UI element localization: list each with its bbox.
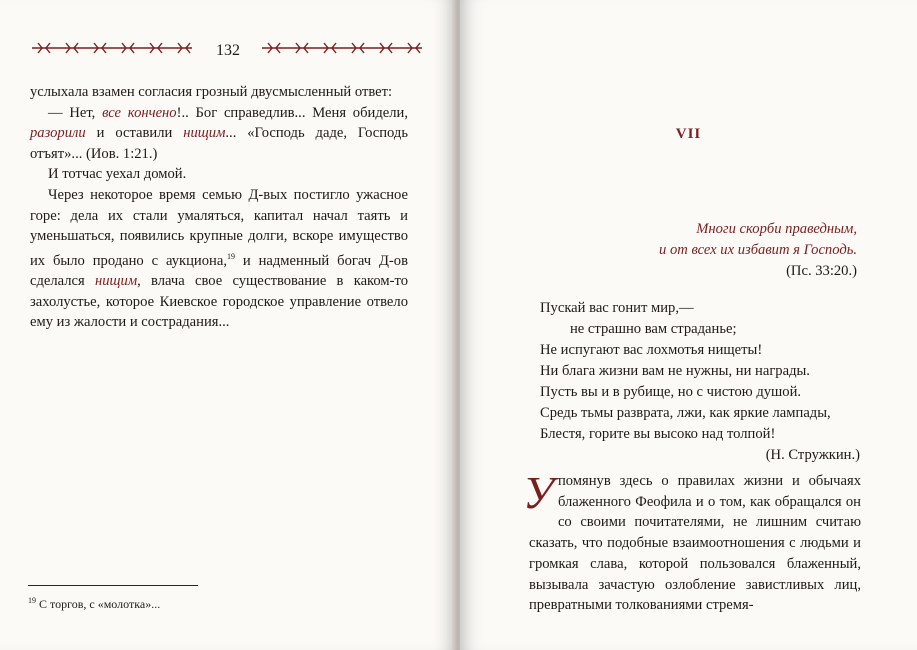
poem-line: Ни блага жизни вам не нужны, ни награды.	[540, 363, 810, 379]
paragraph-3: И тотчас уехал домой.	[48, 166, 187, 183]
poem-line: Пускай вас гонит мир,—	[540, 300, 694, 316]
epigraph-line: Многи скорби праведным,	[696, 221, 857, 237]
chapter-heading: VII	[675, 126, 702, 142]
right-page	[460, 0, 917, 650]
header-ornament-right	[262, 40, 422, 56]
poem-line: Средь тьмы разврата, лжи, как яркие лампады,	[540, 405, 831, 421]
page-number: 132	[216, 42, 240, 59]
paragraph-4: Через некоторое время семью Д-вых постигло ужасное горе: дела их стали умаляться, капитал начал таять и уменьшаться, появились крупные долги, вскоре имущество их было продано с аукциона,$^{19}$ и надменный богач Д-ов сделался нищим, влача свое существование в каком-то захолустье, которое Киевское городское управление отвело ему из жалости и сострадания...	[30, 186, 408, 331]
header-ornament-left	[32, 40, 192, 56]
epigraph-line: и от всех их избавит я Господь.	[659, 242, 857, 258]
left-page	[0, 0, 455, 650]
paragraph-2: — Нет, все кончено!.. Бог справедлив... Меня обидели, разорили и оставили нищим... «Господь даде, Господь отъят»... (Иов. 1:21.)	[30, 104, 408, 162]
right-body-text	[523, 467, 861, 616]
drop-cap: У	[523, 467, 554, 518]
right-paragraph: помянув здесь о правилах жизни и обычаях блаженного Феофила и о том, как обращался он со своими почитателями, не лишним считаю сказать, что подобные взаимоотношения с людьми и громкая слава, которой пользовался блаженный, вызывала зачастую озлобление завистливых лиц, превратными толкованиями стремя-	[529, 473, 861, 614]
poem-line: Не испугают вас лохмотья нищеты!	[540, 342, 763, 358]
footnote-divider	[28, 585, 198, 586]
poem-line: Блестя, горите вы высоко над толпой!	[540, 426, 776, 442]
poem-line: Пусть вы и в рубище, но с чистою душой.	[540, 384, 802, 400]
poem-line: не страшно вам страданье;	[570, 321, 737, 337]
poem	[540, 298, 860, 466]
left-body-text	[30, 82, 408, 333]
poem-author: (Н. Стружкин.)	[765, 447, 860, 463]
footnote: $^{19}$ С торгов, с «молотка»...	[28, 596, 161, 611]
epigraph	[537, 219, 857, 282]
epigraph-reference: (Пс. 33:20.)	[786, 263, 857, 279]
paragraph-1: услыхала взамен согласия грозный двусмысленный ответ:	[30, 84, 393, 100]
